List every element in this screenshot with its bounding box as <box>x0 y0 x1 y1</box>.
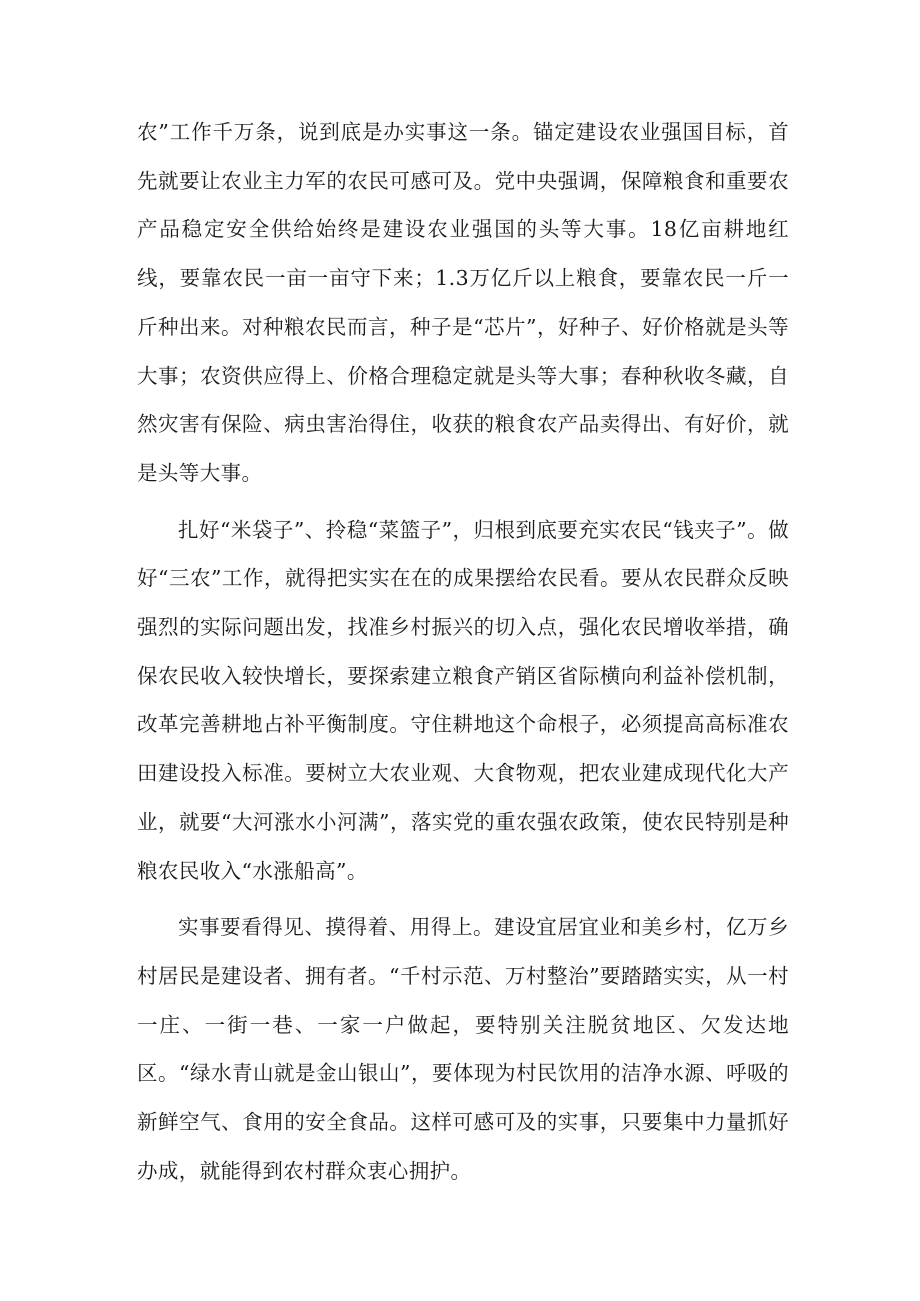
paragraph-1: 农”工作千万条，说到底是办实事这一条。锚定建设农业强国目标，首先就要让农业主力军的农民可感可及。党中央强调，保障粮食和重要农产品稳定安全供给始终是建设农业强国的头等大事。18亿亩耕地红线，要靠农民一亩一亩守下来；1.3万亿斤以上粮食，要靠农民一斤一斤种出来。对种粮农民而言，种子是“芯片”，好种子、好价格就是头等大事；农资供应得上、价格合理稳定就是头等大事；春种秋收冬藏，自然灾害有保险、病虫害治得住，收获的粮食农产品卖得出、有好价，就是头等大事。 <box>137 120 789 485</box>
paragraph-2: 扎好“米袋子”、拎稳“菜篮子”，归根到底要充实农民“钱夹子”。做好“三农”工作，就得把实实在在的成果摆给农民看。要从农民群众反映强烈的实际问题出发，找准乡村振兴的切入点，强化农民增收举措，确保农民收入较快增长，要探索建立粮食产销区省际横向利益补偿机制，改革完善耕地占补平衡制度。守住耕地这个命根子，必须提高高标准农田建设投入标准。要树立大农业观、大食物观，把农业建成现代化大产业，就要“大河涨水小河满”，落实党的重农强农政策，使农民特别是种粮农民收入“水涨船高”。 <box>137 517 789 883</box>
article-body <box>137 108 789 1195</box>
paragraph-3: 实事要看得见、摸得着、用得上。建设宜居宜业和美乡村，亿万乡村居民是建设者、拥有者。“千村示范、万村整治”要踏踏实实，从一村一庄、一街一巷、一家一户做起，要特别关注脱贫地区、欠发达地区。“绿水青山就是金山银山”，要体现为村民饮用的洁净水源、呼吸的新鲜空气、食用的安全食品。这样可感可及的实事，只要集中力量抓好办成，就能得到农村群众衷心拥护。 <box>137 915 789 1183</box>
